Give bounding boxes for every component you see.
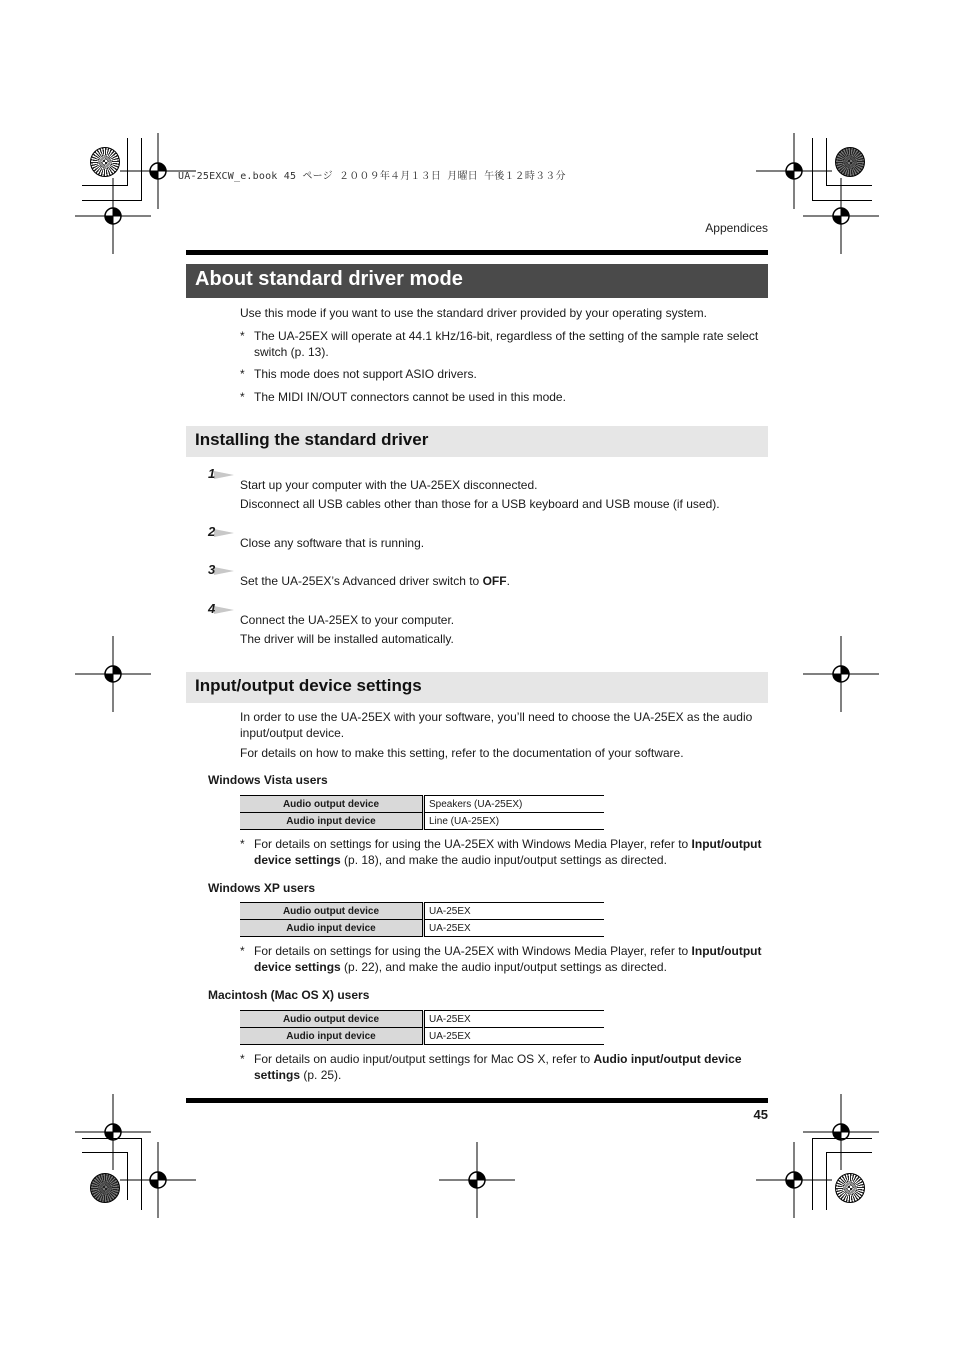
io-heading: Input/output device settings xyxy=(195,676,422,695)
step-text: Connect the UA-25EX to your computer. xyxy=(240,613,455,627)
step-text: The driver will be installed automatically. xyxy=(240,632,454,646)
bottom-rule xyxy=(186,1098,768,1103)
subsection-title: Windows Vista users xyxy=(208,773,328,787)
subsection-title: Windows XP users xyxy=(208,881,316,895)
section-note: * For details on settings for using the UA-25EX with Windows Media Player, refer to Input/output device settings (p. 22), and make the audio input/output settings as directed. xyxy=(240,944,762,974)
table-row: Audio input device UA-25EX xyxy=(240,1028,604,1045)
step-number: 3 xyxy=(208,565,236,579)
subsection-title: Macintosh (Mac OS X) users xyxy=(208,988,370,1002)
step-number: 4 xyxy=(208,604,236,618)
section-note: * For details on audio input/output settings for Mac OS X, refer to Audio input/output device settings (p. 25). xyxy=(240,1052,742,1082)
table-row: Audio output device UA-25EX xyxy=(240,1011,604,1028)
installing-heading: Installing the standard driver xyxy=(195,430,429,449)
step-arrow-icon xyxy=(214,567,234,575)
table-row: Audio input device Line (UA-25EX) xyxy=(240,813,604,830)
step-text: Disconnect all USB cables other than those for a USB keyboard and USB mouse (if used). xyxy=(240,497,720,511)
intro-paragraph: Use this mode if you want to use the standard driver provided by your operating system. xyxy=(240,306,707,320)
step-text: Set the UA-25EX’s Advanced driver switch to OFF. xyxy=(240,574,510,588)
device-table xyxy=(240,795,604,830)
intro-note: * This mode does not support ASIO drivers. xyxy=(240,367,477,381)
main-heading: About standard driver mode xyxy=(195,268,463,290)
step-number: 2 xyxy=(208,527,236,541)
table-row: Audio output device UA-25EX xyxy=(240,903,604,920)
running-head: Appendices xyxy=(705,221,768,235)
step-text: Start up your computer with the UA-25EX disconnected. xyxy=(240,478,538,492)
section-note: * For details on settings for using the UA-25EX with Windows Media Player, refer to Input/output device settings (p. 18), and make the audio input/output settings as directed. xyxy=(240,837,762,867)
step-arrow-icon xyxy=(214,471,234,479)
device-table xyxy=(240,902,604,937)
page-number: 45 xyxy=(753,1107,768,1122)
table-row: Audio output device Speakers (UA-25EX) xyxy=(240,796,604,813)
device-table xyxy=(240,1010,604,1045)
io-paragraph: For details on how to make this setting, refer to the documentation of your software. xyxy=(240,746,684,760)
print-job-info: UA-25EXCW_e.book 45 ページ ２００９年４月１３日 月曜日 午後１２時３３分 xyxy=(178,171,566,182)
step-arrow-icon xyxy=(214,529,234,537)
intro-note: * The MIDI IN/OUT connectors cannot be used in this mode. xyxy=(240,390,566,404)
installing-heading-bar xyxy=(186,426,768,457)
table-row: Audio input device UA-25EX xyxy=(240,920,604,937)
top-rule xyxy=(186,250,768,255)
intro-note: * The UA-25EX will operate at 44.1 kHz/16-bit, regardless of the setting of the sample rate select switch (p. 13). xyxy=(240,329,759,359)
io-heading-bar xyxy=(186,672,768,703)
step-text: Close any software that is running. xyxy=(240,536,425,550)
main-heading-bar xyxy=(186,264,768,298)
step-arrow-icon xyxy=(214,606,234,614)
step-number: 1 xyxy=(208,469,236,483)
io-paragraph: In order to use the UA-25EX with your software, you’ll need to choose the UA-25EX as the audio input/output device. xyxy=(240,710,753,740)
